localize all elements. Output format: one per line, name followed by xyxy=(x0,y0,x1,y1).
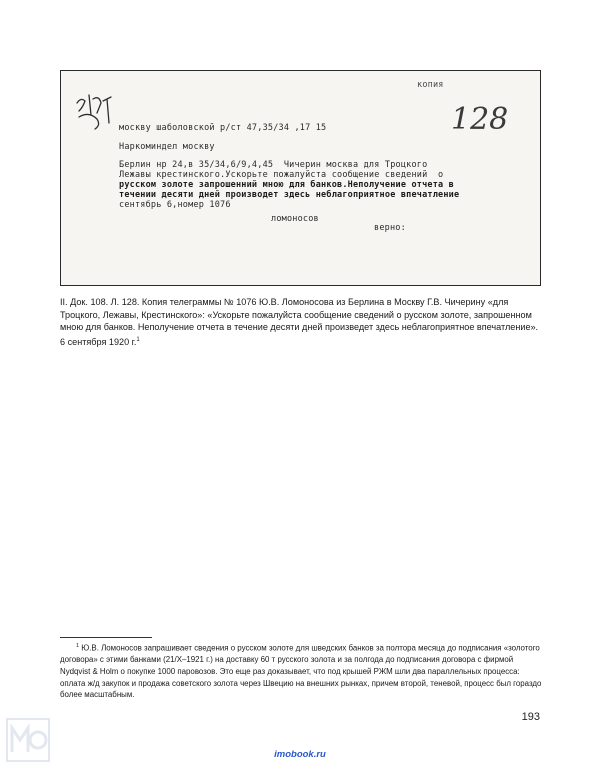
scan-line: москву шаболовской р/ст 47,35/34 ,17 15 xyxy=(119,123,327,133)
scan-signature-name: ломоносов xyxy=(271,214,319,224)
caption-text: II. Док. 108. Л. 128. Копия телеграммы № 1076 Ю.В. Ломоносова из Берлина в Москву Г.В. Чичерину «для Троцкого, Лежавы, Крестинского»: «Ускорьте пожалуйста сообщение сведений о русском золоте, запрошенном мною для банков. Неполучение отчета в течение десяти дней произведет здесь неблагоприятное впечатление». 6 сентября 1920 г. xyxy=(60,297,539,347)
telegram-scan xyxy=(60,70,541,286)
site-link[interactable]: imobook.ru xyxy=(274,749,326,760)
scan-line: русском золоте запрошенний мною для банков.Неполучение отчета в xyxy=(119,180,454,190)
footnote-marker: 1 xyxy=(76,643,80,649)
footnote-reference[interactable]: 1 xyxy=(136,336,140,343)
page-number: 193 xyxy=(521,711,540,723)
scan-certified: верно: xyxy=(374,223,406,233)
footnote xyxy=(60,641,542,701)
footnote-text: Ю.В. Ломоносов запрашивает сведения о русском золоте для шведских банков за полтора месяца до подписания «золотого договора» с этими банками (21/X–1921 г.) на доставку 60 т русского золота и за полгода до подписания договора с фирмой Nydqvist & Holm о покупке 1000 паровозов. Это еще раз доказывает, что под крышей РЖМ шли два параллельных процесса: оплата ж/д закупок и продажа советского золота через Швецию на внешних рынках, причем второй, теневой, процесс был гораздо более масштабным. xyxy=(60,643,542,700)
scan-line: сентябрь 6,номер 1076 xyxy=(119,200,231,210)
scan-line: Берлин нр 24,в 35/34,6/9,4,45 Чичерин москва для Троцкого xyxy=(119,160,428,170)
handwritten-annotation xyxy=(67,89,127,137)
scan-line: течении десяти дней производет здесь неблагоприятное впечатление xyxy=(119,190,460,200)
scan-line: Наркоминдел москву xyxy=(119,142,215,152)
scan-line: Лежавы крестинского.Ускорьте пожалуйста сообщение сведений о xyxy=(119,170,444,180)
handwritten-page-number xyxy=(448,93,509,139)
footnote-divider xyxy=(60,637,152,638)
figure-caption xyxy=(60,296,542,348)
margin-number-text: 128 xyxy=(451,102,509,137)
scan-header: копия xyxy=(417,80,444,90)
